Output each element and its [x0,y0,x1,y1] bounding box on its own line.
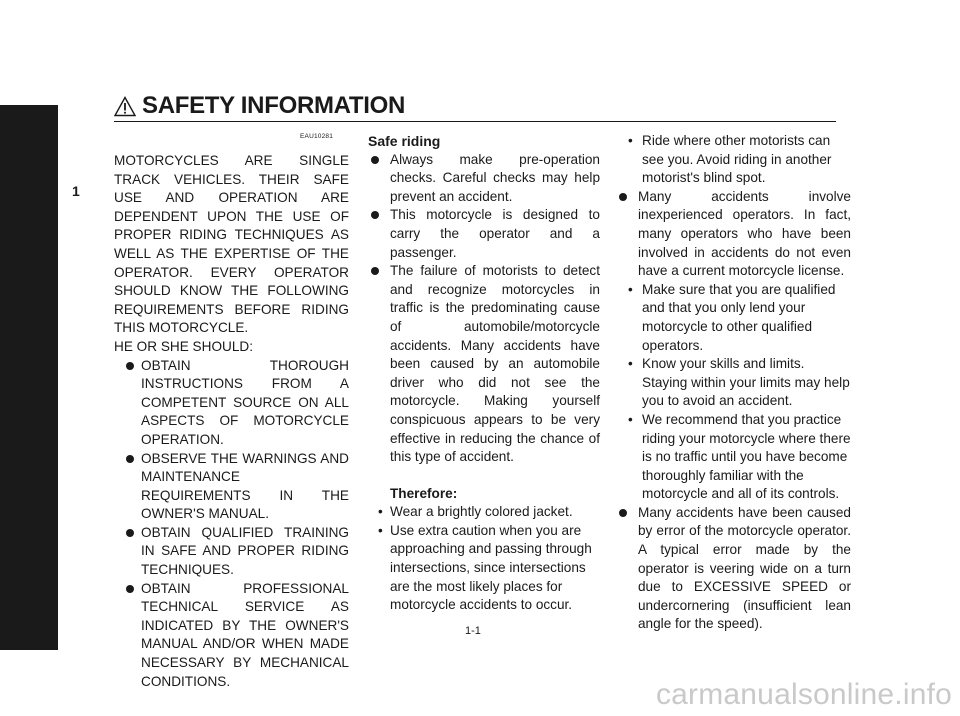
bullet-icon [619,193,627,201]
list-item: OBTAIN PROFESSIONAL TECHNICAL SERVICE AS INDICATED BY THE OWNER'S MANUAL AND/OR WHEN MADE NECESSARY BY MECHANICAL CONDITIONS. [114,580,349,692]
column-intro [114,152,349,691]
watermark: carmanualsonline.info [655,678,952,711]
list-item: The failure of motorists to detect and recognize motorcycles in traffic is the predominating cause of automobile/motorcycle accidents. Many accidents have been caused by an automobile driver who did not see the motorcycle. Making yourself conspicuous appears to be very effective in reducing the chance of this type of accident. [368,262,600,467]
bullet-icon [619,509,627,517]
sub-item: • Wear a brightly colored jacket. [368,503,600,522]
lead-line: HE OR SHE SHOULD: [114,338,253,354]
page-number: 1-1 [465,625,481,637]
bullet-icon [371,156,379,164]
intro-paragraph: MOTORCYCLES ARE SINGLE TRACK VEHICLES. THEIR SAFE USE AND OPERATION ARE DEPENDENT UPON THE USE OF PROPER RIDING TECHNIQUES AS WELL AS THE EXPERTISE OF THE OPERATOR. EVERY OPERATOR SHOULD KNOW THE FOLLOWING REQUIREMENTS BEFORE RIDING THIS MOTORCYCLE. [114,153,349,336]
column-safe-riding [368,132,600,615]
sub-bullet-icon: • [628,356,633,372]
header-divider [114,121,836,122]
bullet-icon [126,529,134,537]
sub-item: • Use extra caution when you are approaching and passing through intersections, since intersections are the most likely places for motorcycle accidents to occur. [378,522,592,613]
list-item: This motorcycle is designed to carry the operator and a passenger. [368,206,600,262]
document-code: EAU10281 [300,133,334,140]
page-title: SAFETY INFORMATION [142,92,406,119]
sub-bullet-icon: • [628,411,633,427]
section-heading: Safe riding [368,133,441,149]
sub-bullet-icon: • [378,522,383,538]
bullet-icon [371,267,379,275]
sub-item: • Ride where other motorists can see you. Avoid riding in another motorist's blind spot. [628,133,832,186]
sub-bullet-icon: • [628,133,633,148]
sub-bullet-icon: • [628,281,633,297]
section-header [114,92,405,120]
chapter-number: 1 [72,183,80,199]
list-item: Many accidents have been caused by error of the motorcycle operator. A typical error made by the operator is veering wide on a turn due to EXCESSIVE SPEED or undercornering (insufficient lean angle for the speed). [616,504,851,634]
sub-item: • We recommend that you practice riding your motorcycle where there is no traffic until you have become thoroughly familiar with the motorcycle and all of its controls. [628,411,851,502]
chapter-tab [0,105,58,650]
warning-icon [114,96,136,117]
bullet-icon [126,362,134,370]
therefore-label: Therefore: [390,485,458,501]
bullet-icon [371,211,379,219]
list-item: Always make pre-operation checks. Careful checks may help prevent an accident. [368,151,600,207]
bullet-icon [126,455,134,463]
list-item: OBSERVE THE WARNINGS AND MAINTENANCE REQUIREMENTS IN THE OWNER'S MANUAL. [114,450,349,524]
bullet-icon [126,585,134,593]
list-item: Many accidents involve inexperienced operators. In fact, many operators who have been involved in accidents do not even have a current motorcycle license. [616,188,851,281]
list-item: OBTAIN THOROUGH INSTRUCTIONS FROM A COMPETENT SOURCE ON ALL ASPECTS OF MOTORCYCLE OPERATION. [114,357,349,450]
list-item: OBTAIN QUALIFIED TRAINING IN SAFE AND PROPER RIDING TECHNIQUES. [114,524,349,580]
sub-item: • Make sure that you are qualified and that you only lend your motorcycle to other qualified operators. [628,281,836,353]
column-continued [616,132,851,634]
sub-bullet-icon: • [378,504,383,520]
sub-item: • Know your skills and limits. Staying within your limits may help you to avoid an accident. [628,356,850,409]
